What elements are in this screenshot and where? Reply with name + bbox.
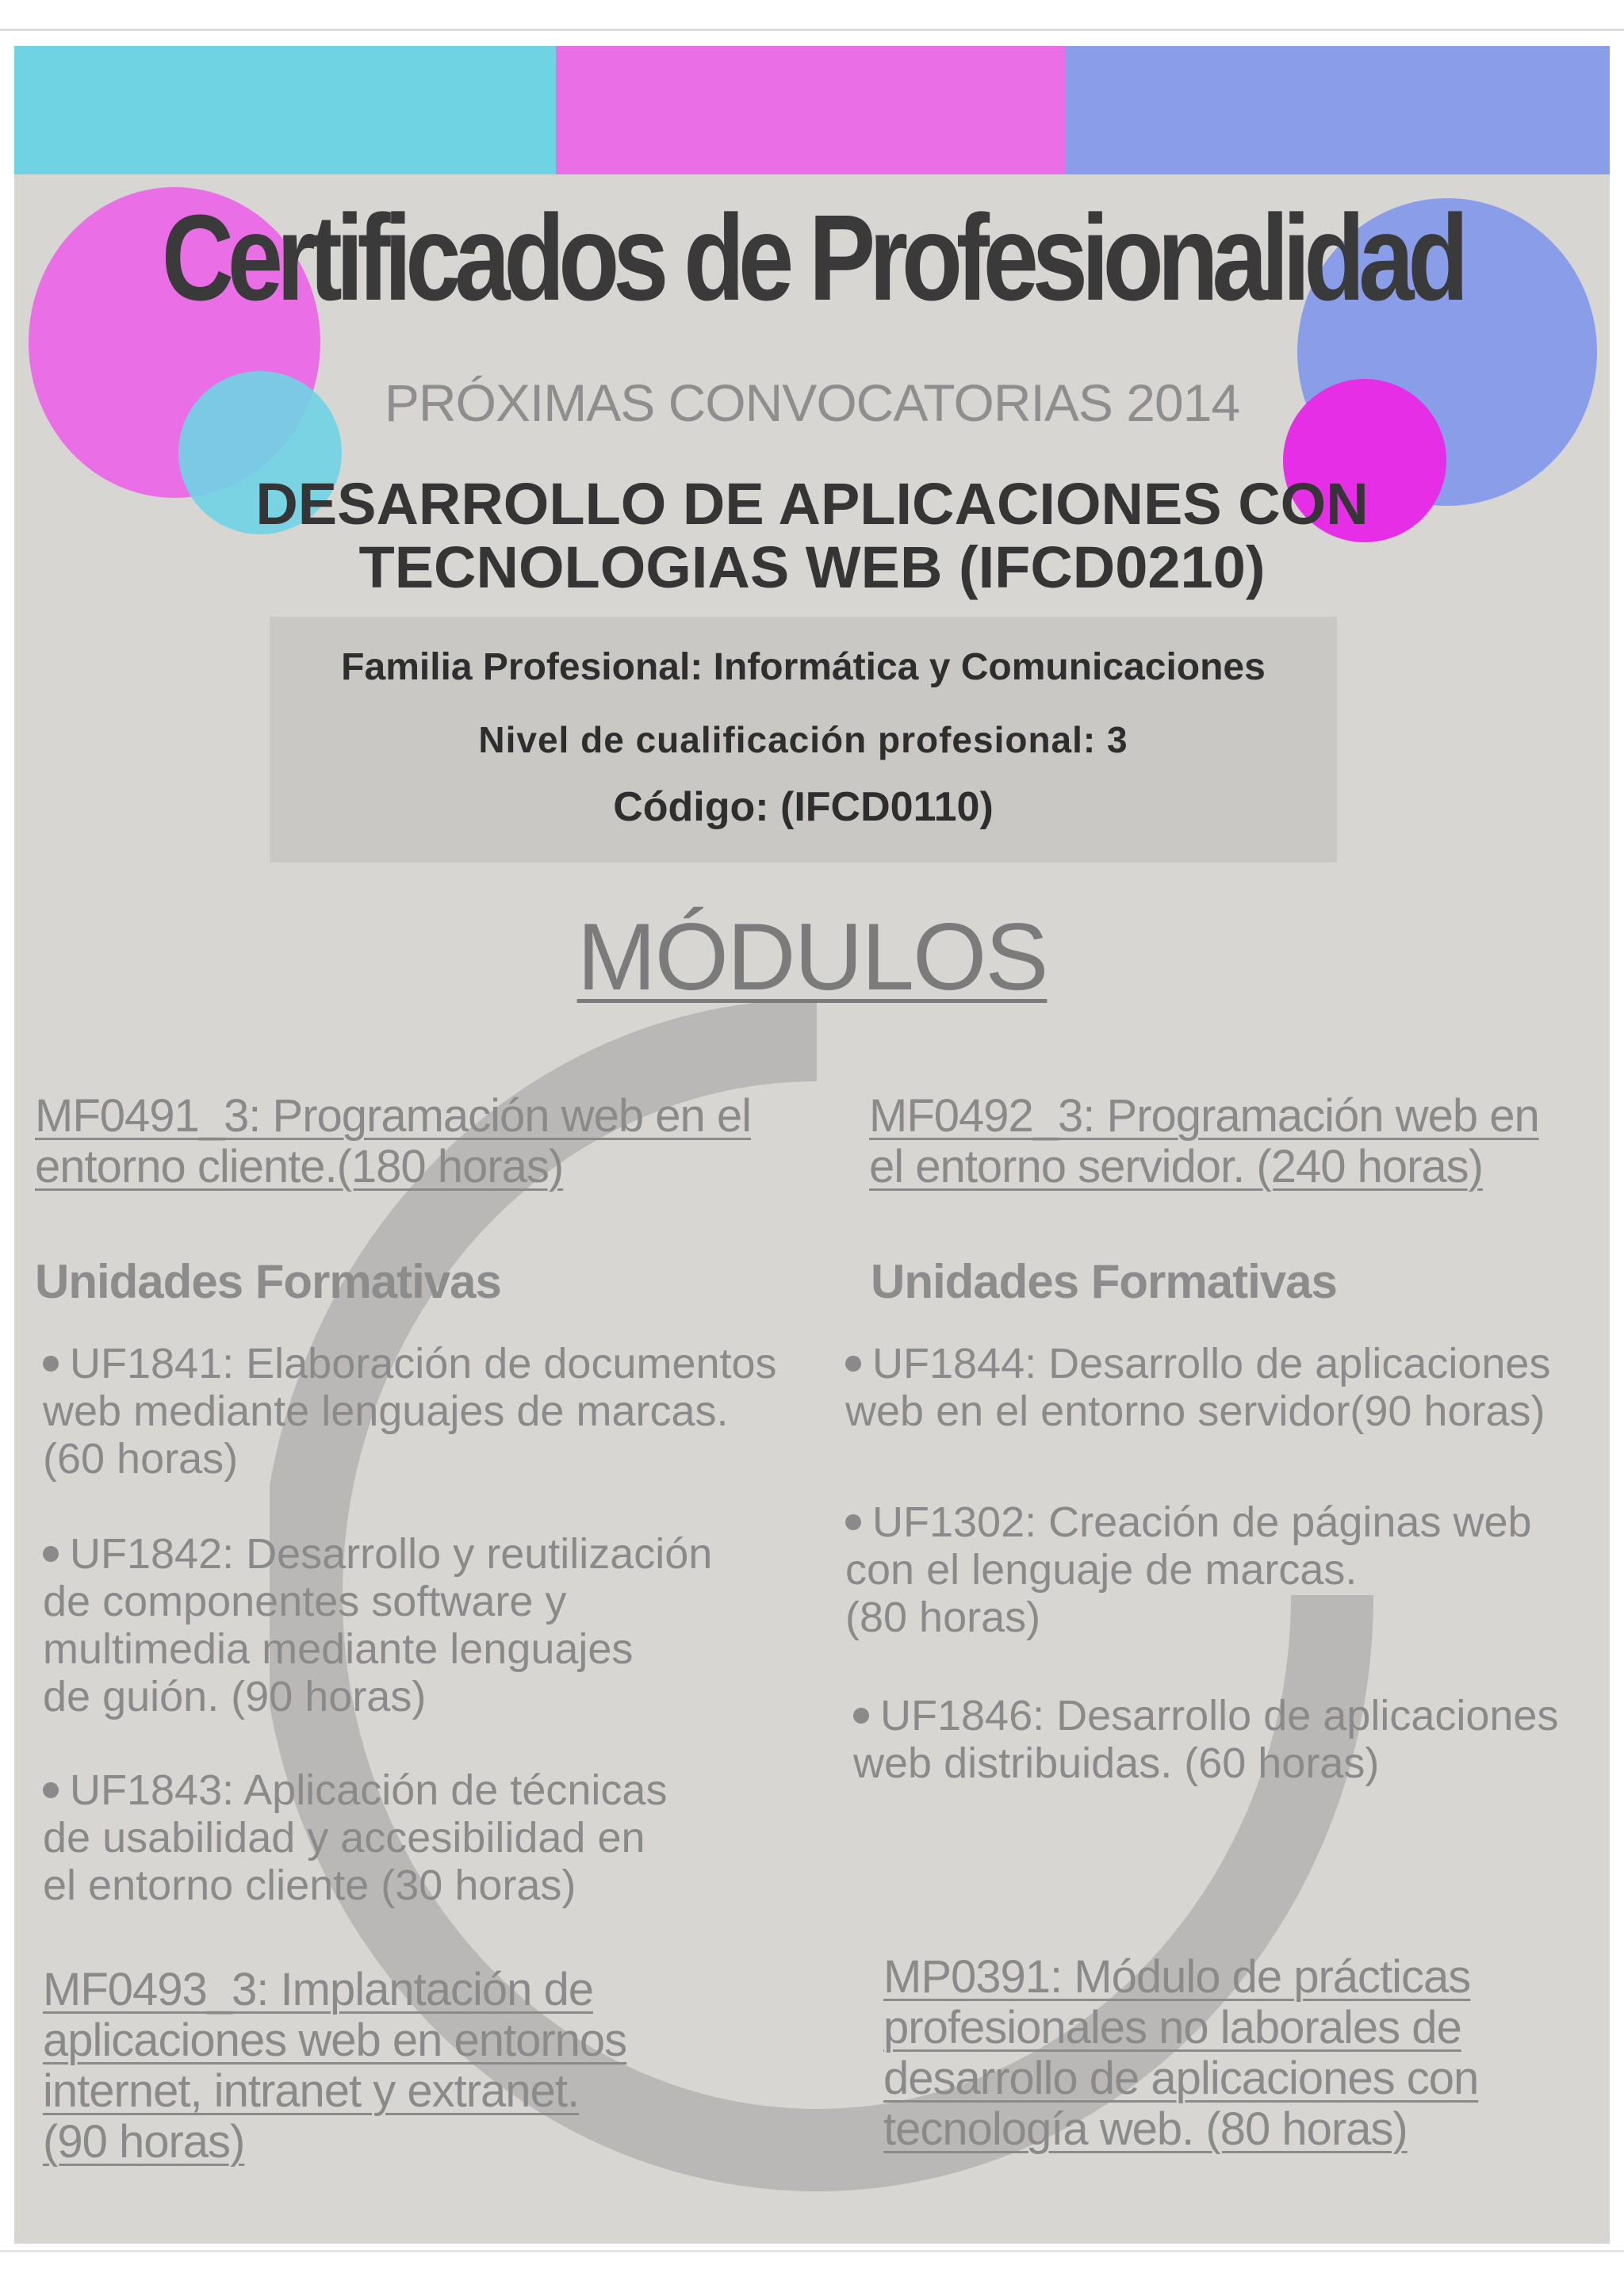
unit-uf1841 [43,1340,868,1483]
unit-uf1843 [43,1766,868,1909]
poster [14,46,1610,2244]
unit-uf1846 [853,1692,1607,1787]
unit-uf1841-text: UF1841: Elaboración de documentos web mediante lenguajes de marcas. (60 horas) [43,1340,777,1483]
cyan-band [14,46,556,174]
bullet-icon [845,1356,861,1372]
top-divider [0,29,1624,31]
magenta-band [556,46,1066,174]
unit-uf1842 [43,1530,868,1720]
units-heading-left: Unidades Formativas [35,1255,501,1308]
module-link-mp0391[interactable]: MP0391: Módulo de prácticas profesionales no laborales de desarrollo de aplicaciones con tecnología web. (80 horas) [883,1951,1479,2155]
course-title-line-2: TECNOLOGIAS WEB (IFCD0210) [358,534,1266,600]
module-link-mf0493[interactable]: MF0493_3: Implantación de aplicaciones web en entornos internet, intranet y extranet. (90 horas) [43,1964,627,2168]
unit-uf1842-text: UF1842: Desarrollo y reutilización de componentes software y multimedia mediante lenguajes de guión. (90 horas) [43,1530,713,1720]
unit-uf1843-text: UF1843: Aplicación de técnicas de usabilidad y accesibilidad en el entorno cliente (30 horas) [43,1766,668,1909]
units-heading-right: Unidades Formativas [871,1255,1337,1308]
bullet-icon [845,1514,861,1530]
periwinkle-band [1066,46,1610,174]
unit-uf1844-text: UF1844: Desarrollo de aplicaciones web en el entorno servidor(90 horas) [845,1340,1551,1435]
unit-uf1844 [845,1340,1607,1435]
bullet-icon [43,1782,59,1798]
unit-uf1302 [845,1498,1607,1641]
unit-uf1846-text: UF1846: Desarrollo de aplicaciones web distribuidas. (60 horas) [853,1692,1559,1787]
bullet-icon [43,1356,59,1372]
module-link-mf0492[interactable]: MF0492_3: Programación web en el entorno servidor. (240 horas) [869,1090,1539,1192]
modules-heading-text: MÓDULOS [576,904,1048,1010]
bullet-icon [853,1708,869,1724]
module-link-mf0491[interactable]: MF0491_3: Programación web en el entorno cliente.(180 horas) [35,1090,751,1192]
subtitle: PRÓXIMAS CONVOCATORIAS 2014 [384,373,1240,432]
unit-uf1302-text: UF1302: Creación de páginas web con el lenguaje de marcas. (80 horas) [845,1498,1532,1641]
codigo: Código: (IFCD0110) [613,784,994,830]
nivel-cualificacion: Nivel de cualificación profesional: 3 [478,719,1128,760]
modules-heading [14,902,1610,1012]
page-title: Certificados de Profesionalidad [161,189,1463,326]
familia-profesional: Familia Profesional: Informática y Comunicaciones [341,646,1266,688]
course-title-line-1: DESARROLLO DE APLICACIONES CON [255,471,1369,537]
bottom-divider [0,2250,1624,2252]
info-box [270,617,1337,863]
course-title [14,473,1610,599]
bullet-icon [43,1546,59,1562]
